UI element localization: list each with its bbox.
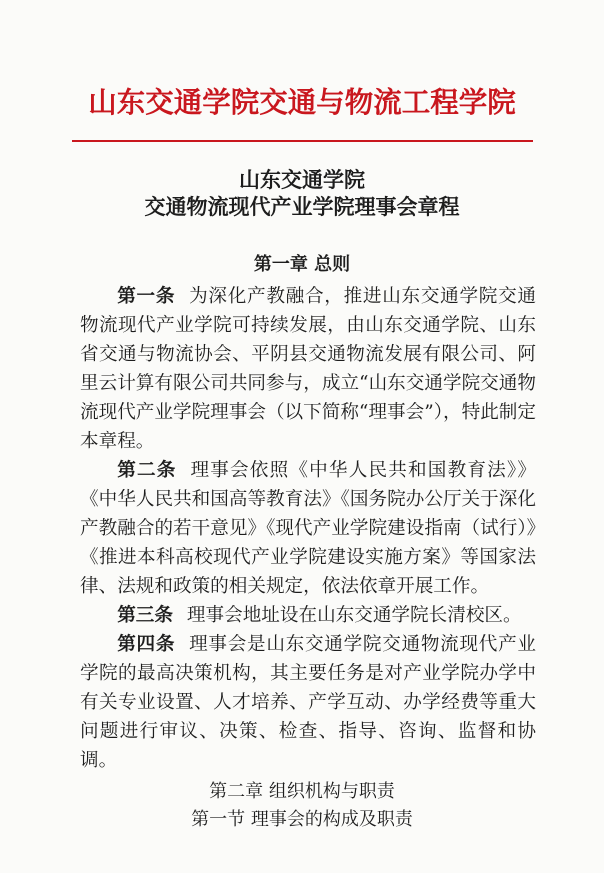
article-line: 成立“山东交通学院交通物流现代产业学院理事会（以下简称“理	[80, 373, 536, 423]
red-divider	[72, 140, 533, 142]
article-line: 平阴县交通物流发展有限公司、阿里云计算有限公司共同参与，	[80, 344, 536, 394]
article-4	[80, 630, 536, 775]
chapter1-heading: 第一章 总则	[253, 254, 351, 275]
article-line: 高决策机构，其主要任务是对产业学院办学中有关专业设置、人	[80, 663, 536, 713]
article-line: 事会”），特此制定本章程。	[80, 402, 536, 452]
article-1	[80, 282, 536, 456]
article-label: 第一条	[117, 286, 176, 307]
article-label: 第二条	[117, 460, 177, 481]
article-label: 第四条	[117, 634, 176, 655]
article-line: 理事会地址设在山东交通学院长清校区。	[186, 605, 522, 626]
article-line: 产业学院建设实施方案》等国家法律、法规和政策的相关规定，	[80, 547, 536, 597]
article-line: 依法依章开展工作。	[321, 576, 490, 597]
document-body	[80, 282, 536, 775]
section1-heading: 第一节 理事会的构成及职责	[191, 809, 413, 830]
article-line: 才培养、产学互动、办学经费等重大问题进行审议、决策、检查、	[80, 692, 536, 742]
organization-header: 山东交通学院交通与物流工程学院	[88, 85, 516, 119]
chapter2-heading: 第二章 组织机构与职责	[209, 781, 395, 802]
article-2	[80, 456, 536, 601]
article-3	[80, 601, 536, 630]
article-line: 指导、咨询、监督和协调。	[80, 721, 536, 771]
document-title-line1: 山东交通学院	[239, 167, 365, 192]
document-title-line2: 交通物流现代产业学院理事会章程	[144, 194, 460, 219]
article-line: 意见》《现代产业学院建设指南（试行）》《推进本科高校现代	[80, 518, 536, 568]
article-line: 理事会依照《中华人民共和国教育法》》《中华人	[80, 460, 536, 510]
article-line: 产业学院可持续发展，由山东交通学院、山东省交通与物流协会、	[80, 315, 536, 365]
article-label: 第三条	[117, 605, 173, 626]
article-line: 民共和国高等教育法》《国务院办公厅关于深化产教融合的若干	[80, 489, 536, 539]
article-line: 为深化产教融合，推进山东交通学院交通物流现代	[80, 286, 536, 336]
article-line: 理事会是山东交通学院交通物流现代产业学院的最	[80, 634, 536, 684]
